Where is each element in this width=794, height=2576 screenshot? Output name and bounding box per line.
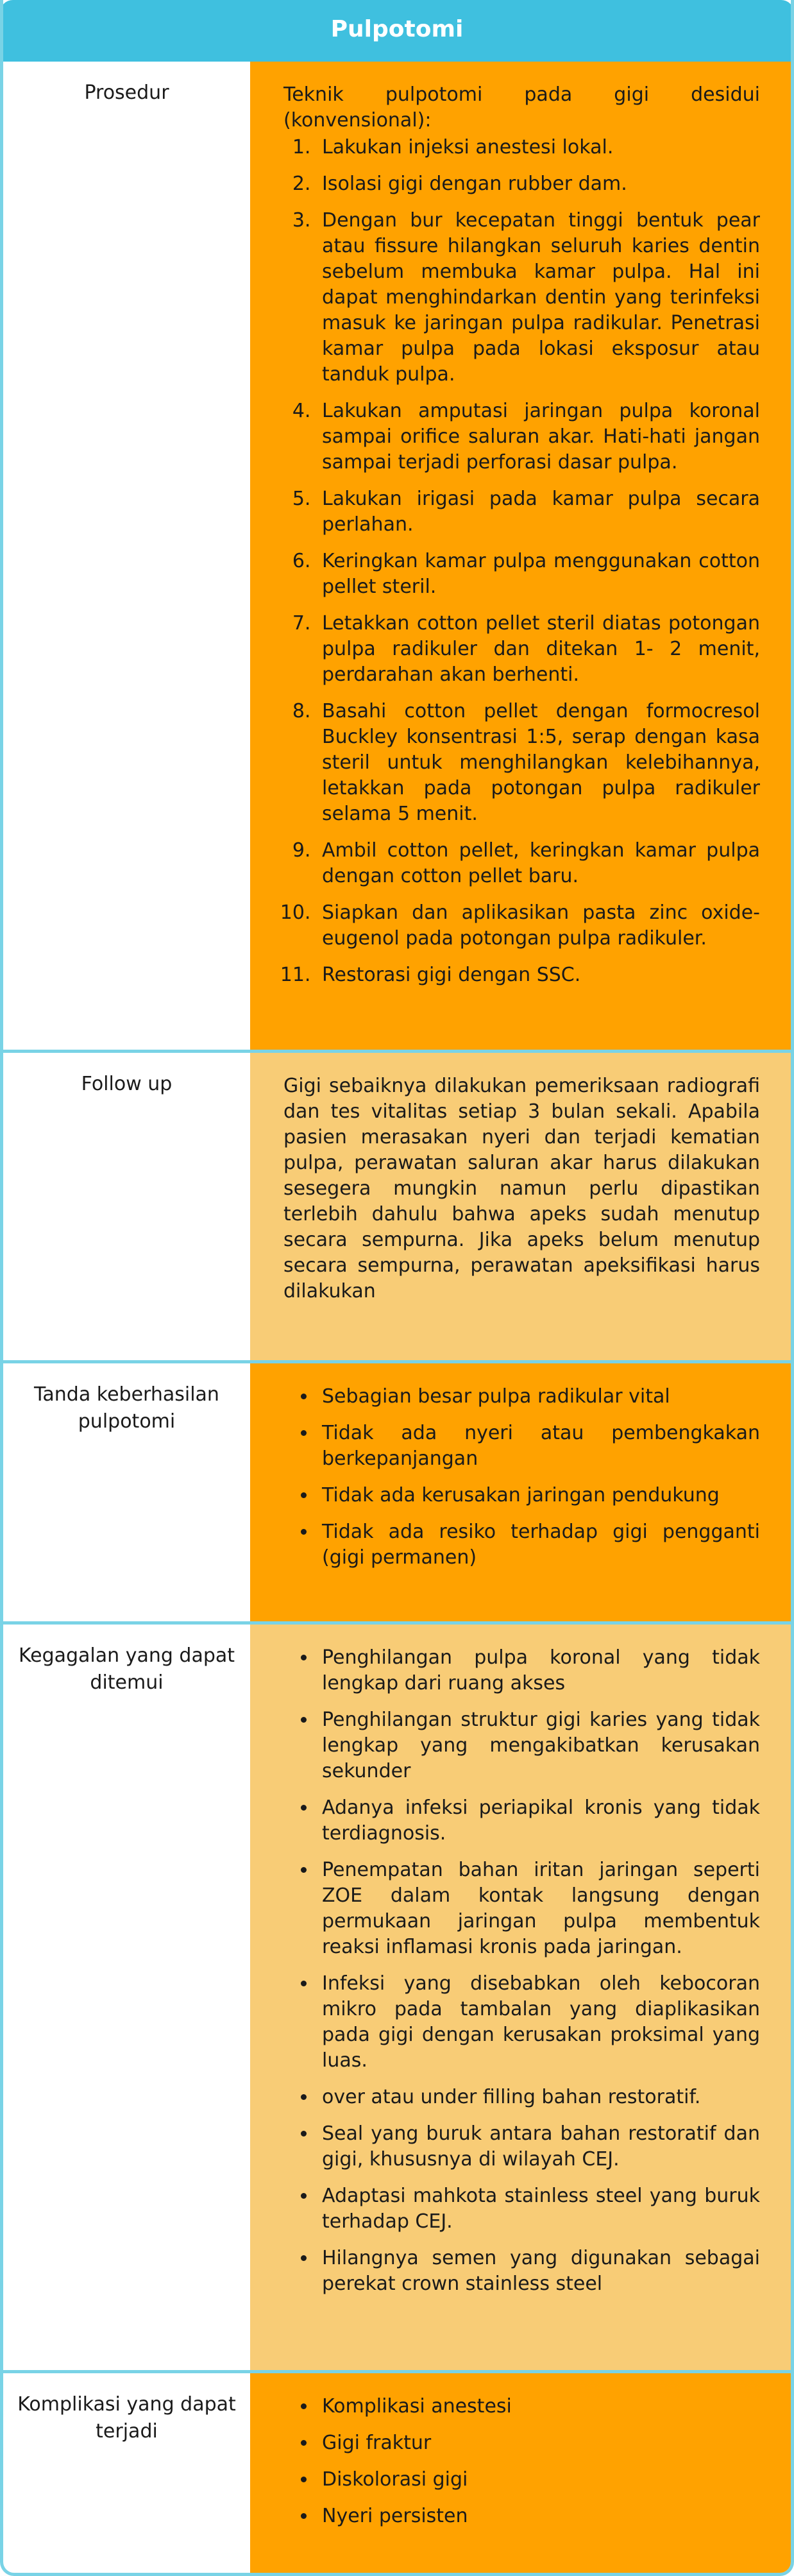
procedure-intro: Teknik pulpotomi pada gigi desidui (konvensional):: [283, 83, 760, 132]
list-item: • Nyeri persisten: [317, 2503, 760, 2529]
list-item: 6. Keringkan kamar pulpa menggunakan cotton pellet steril.: [317, 549, 760, 600]
row-content: [250, 1363, 791, 1621]
row-label: Follow up: [81, 1073, 173, 1095]
table-title: Pulpotomi: [0, 0, 794, 62]
list-item: • Sebagian besar pulpa radikular vital: [317, 1384, 760, 1410]
complications-list: [283, 2394, 760, 2529]
row-kegagalan: [3, 1625, 791, 2370]
list-item: 10. Siapkan dan aplikasikan pasta zinc oxide-eugenol pada potongan pulpa radikuler.: [317, 900, 760, 951]
row-follow-up: [3, 1053, 791, 1360]
row-content: [250, 2373, 791, 2573]
follow-up-text: Gigi sebaiknya dilakukan pemeriksaan radiografi dan tes vitalitas setiap 3 bulan sekali. Apabila pasien merasakan nyeri dan terjadi kematian pulpa, perawatan saluran akar harus dilakukan sesegera mungkin namun perlu dipastikan terlebih dahulu bahwa apeks sudah menutup secara sempurna. Jika apeks belum menutup secara sempurna, perawatan apeksifikasi harus dilakukan: [283, 1075, 760, 1302]
list-item: • Tidak ada resiko terhadap gigi pengganti (gigi permanen): [317, 1519, 760, 1571]
list-item: 3. Dengan bur kecepatan tinggi bentuk pear atau fissure hilangkan seluruh karies dentin sebelum membuka kamar pulpa. Hal ini dapat menghindarkan dentin yang terinfeksi masuk ke jaringan pulpa radikular. Penetrasi kamar pulpa pada lokasi eksposur atau tanduk pulpa.: [317, 208, 760, 388]
list-item: 2. Isolasi gigi dengan rubber dam.: [317, 171, 760, 197]
list-item: 4. Lakukan amputasi jaringan pulpa koronal sampai orifice saluran akar. Hati-hati jangan sampai terjadi perforasi dasar pulpa.: [317, 398, 760, 475]
row-komplikasi: [3, 2373, 791, 2573]
row-content: [250, 62, 791, 1050]
row-label: Prosedur: [84, 81, 169, 104]
list-item: • Penghilangan pulpa koronal yang tidak lengkap dari ruang akses: [317, 1645, 760, 1696]
list-item: • Adanya infeksi periapikal kronis yang tidak terdiagnosis.: [317, 1795, 760, 1847]
list-item: • Tidak ada nyeri atau pembengkakan berkepanjangan: [317, 1420, 760, 1472]
row-content: [250, 1053, 791, 1360]
row-prosedur: [3, 62, 791, 1050]
list-item: • Gigi fraktur: [317, 2430, 760, 2456]
success-signs-list: [283, 1384, 760, 1571]
row-content: [250, 1625, 791, 2370]
row-label: Tanda keberhasilan pulpotomi: [34, 1383, 219, 1433]
list-item: 7. Letakkan cotton pellet steril diatas potongan pulpa radikuler dan ditekan 1- 2 menit, perdarahan akan berhenti.: [317, 611, 760, 688]
list-item: • Diskolorasi gigi: [317, 2467, 760, 2493]
list-item: • Komplikasi anestesi: [317, 2394, 760, 2419]
list-item: • Tidak ada kerusakan jaringan pendukung: [317, 1483, 760, 1508]
list-item: • over atau under filling bahan restoratif.: [317, 2085, 760, 2110]
row-tanda-keberhasilan: [3, 1363, 791, 1621]
list-item: 1. Lakukan injeksi anestesi lokal.: [317, 135, 760, 160]
list-item: 9. Ambil cotton pellet, keringkan kamar pulpa dengan cotton pellet baru.: [317, 838, 760, 889]
list-item: • Seal yang buruk antara bahan restoratif dan gigi, khususnya di wilayah CEJ.: [317, 2121, 760, 2172]
failure-list: [283, 1645, 760, 2297]
list-item: • Hilangnya semen yang digunakan sebagai perekat crown stainless steel: [317, 2246, 760, 2297]
list-item: • Penempatan bahan iritan jaringan seperti ZOE dalam kontak langsung dengan permukaan jaringan pulpa membentuk reaksi inflamasi kronis pada jaringan.: [317, 1857, 760, 1960]
list-item: • Penghilangan struktur gigi karies yang tidak lengkap yang mengakibatkan kerusakan sekunder: [317, 1707, 760, 1784]
list-item: 5. Lakukan irigasi pada kamar pulpa secara perlahan.: [317, 486, 760, 538]
list-item: 11. Restorasi gigi dengan SSC.: [317, 962, 760, 988]
row-label: Kegagalan yang dapat ditemui: [18, 1644, 235, 1694]
row-label: Komplikasi yang dapat terjadi: [17, 2393, 236, 2443]
procedure-steps: [283, 135, 760, 988]
list-item: • Infeksi yang disebabkan oleh kebocoran mikro pada tambalan yang diaplikasikan pada gigi dengan kerusakan proksimal yang luas.: [317, 1971, 760, 2074]
list-item: 8. Basahi cotton pellet dengan formocresol Buckley konsentrasi 1:5, serap dengan kasa steril untuk menghilangkan kelebihannya, letakkan pada potongan pulpa radikuler selama 5 menit.: [317, 699, 760, 827]
list-item: • Adaptasi mahkota stainless steel yang buruk terhadap CEJ.: [317, 2183, 760, 2235]
